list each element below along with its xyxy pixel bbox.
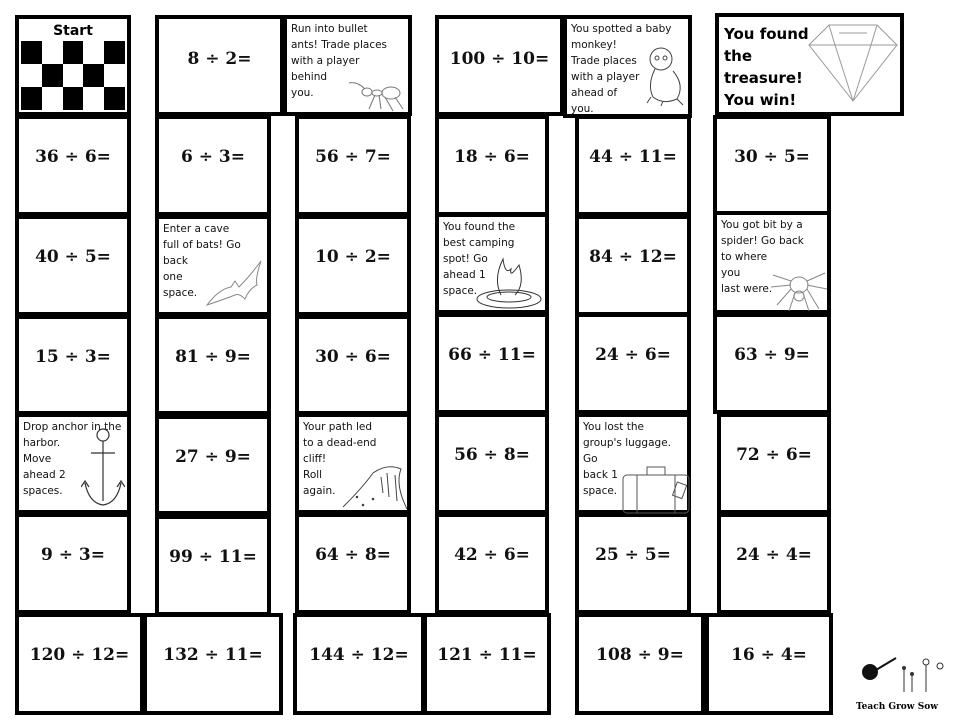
card-text: You spotted a baby monkey! Trade places with a player ahead of you. [571, 23, 672, 115]
card-text: Drop anchor in the harbor. Move ahead 2 spaces. [23, 421, 122, 497]
equation-space [713, 313, 831, 414]
card-space [155, 215, 271, 316]
equation-space [293, 613, 425, 715]
checkered-flag-icon [21, 41, 125, 110]
equation-text: 15 ÷ 3= [35, 347, 111, 367]
equation-text: 121 ÷ 11= [437, 645, 537, 665]
equation-space [143, 613, 283, 715]
finish-space [715, 13, 904, 116]
logo [856, 652, 956, 712]
equation-space [435, 115, 549, 216]
start-space [15, 15, 131, 116]
equation-text: 66 ÷ 11= [448, 345, 536, 365]
equation-space [155, 515, 271, 616]
equation-text: 56 ÷ 8= [454, 445, 530, 465]
card-space [295, 413, 411, 514]
card-space [563, 15, 692, 118]
equation-space [717, 513, 831, 614]
card-text: You found the best camping spot! Go ahead 1 space. [443, 221, 516, 297]
equation-space [295, 115, 411, 216]
start-label: Start [53, 23, 93, 39]
equation-space [713, 115, 831, 215]
card-space [15, 413, 131, 514]
equation-space [575, 313, 691, 414]
equation-text: 8 ÷ 2= [187, 49, 252, 69]
diamond-icon [807, 23, 899, 108]
equation-space [15, 513, 131, 614]
equation-text: 30 ÷ 6= [315, 347, 391, 367]
equation-text: 24 ÷ 4= [736, 545, 812, 565]
equation-text: 99 ÷ 11= [169, 547, 257, 567]
equation-space [575, 215, 691, 316]
equation-text: 24 ÷ 6= [595, 345, 671, 365]
equation-text: 100 ÷ 10= [449, 49, 550, 69]
equation-space [155, 15, 284, 116]
equation-text: 56 ÷ 7= [315, 147, 391, 167]
equation-text: 44 ÷ 11= [589, 147, 677, 167]
card-space [283, 15, 412, 116]
equation-space [15, 315, 131, 415]
equation-text: 108 ÷ 9= [596, 645, 684, 665]
equation-text: 120 ÷ 12= [29, 645, 130, 665]
equation-text: 40 ÷ 5= [35, 247, 111, 267]
equation-space [435, 413, 549, 514]
card-space [435, 213, 549, 314]
equation-space [155, 115, 271, 216]
equation-space [295, 315, 411, 415]
equation-text: 6 ÷ 3= [181, 147, 245, 167]
equation-text: 27 ÷ 9= [175, 447, 251, 467]
equation-space [155, 315, 271, 415]
equation-space [717, 413, 831, 514]
equation-text: 36 ÷ 6= [35, 147, 111, 167]
equation-space [155, 415, 271, 515]
equation-space [295, 513, 411, 614]
equation-space [15, 613, 144, 715]
equation-text: 63 ÷ 9= [734, 345, 810, 365]
equation-space [575, 513, 691, 614]
equation-space [575, 115, 691, 216]
card-text: Enter a cave full of bats! Go back one space. [163, 223, 241, 299]
equation-text: 30 ÷ 5= [734, 147, 810, 167]
watering-can-icon [856, 652, 956, 697]
equation-text: 132 ÷ 11= [163, 645, 263, 665]
card-text: Run into bullet ants! Trade places with a player behind you. [291, 23, 388, 99]
card-text: You lost the group's luggage. Go back 1 space. [583, 421, 671, 497]
equation-text: 72 ÷ 6= [736, 445, 812, 465]
finish-text: You found the treasure! You win! [724, 25, 809, 109]
equation-text: 25 ÷ 5= [595, 545, 671, 565]
equation-text: 18 ÷ 6= [454, 147, 530, 167]
equation-text: 64 ÷ 8= [315, 545, 391, 565]
logo-text: Teach Grow Sow [856, 702, 938, 712]
equation-space [295, 215, 411, 316]
equation-space [435, 15, 564, 116]
equation-space [705, 613, 833, 715]
equation-text: 81 ÷ 9= [175, 347, 251, 367]
equation-space [423, 613, 551, 715]
equation-text: 9 ÷ 3= [41, 545, 105, 565]
equation-text: 16 ÷ 4= [731, 645, 807, 665]
equation-space [15, 215, 131, 316]
card-text: Your path led to a dead-end cliff! Roll again. [303, 421, 377, 497]
equation-text: 10 ÷ 2= [315, 247, 391, 267]
equation-text: 42 ÷ 6= [454, 545, 530, 565]
card-text: You got bit by a spider! Go back to where you last were. [721, 219, 804, 295]
equation-space [435, 513, 549, 614]
equation-space [15, 115, 131, 216]
equation-space [435, 313, 549, 414]
equation-text: 84 ÷ 12= [589, 247, 677, 267]
card-space [713, 211, 831, 314]
equation-text: 144 ÷ 12= [309, 645, 409, 665]
card-space [575, 413, 691, 514]
equation-space [575, 613, 705, 715]
